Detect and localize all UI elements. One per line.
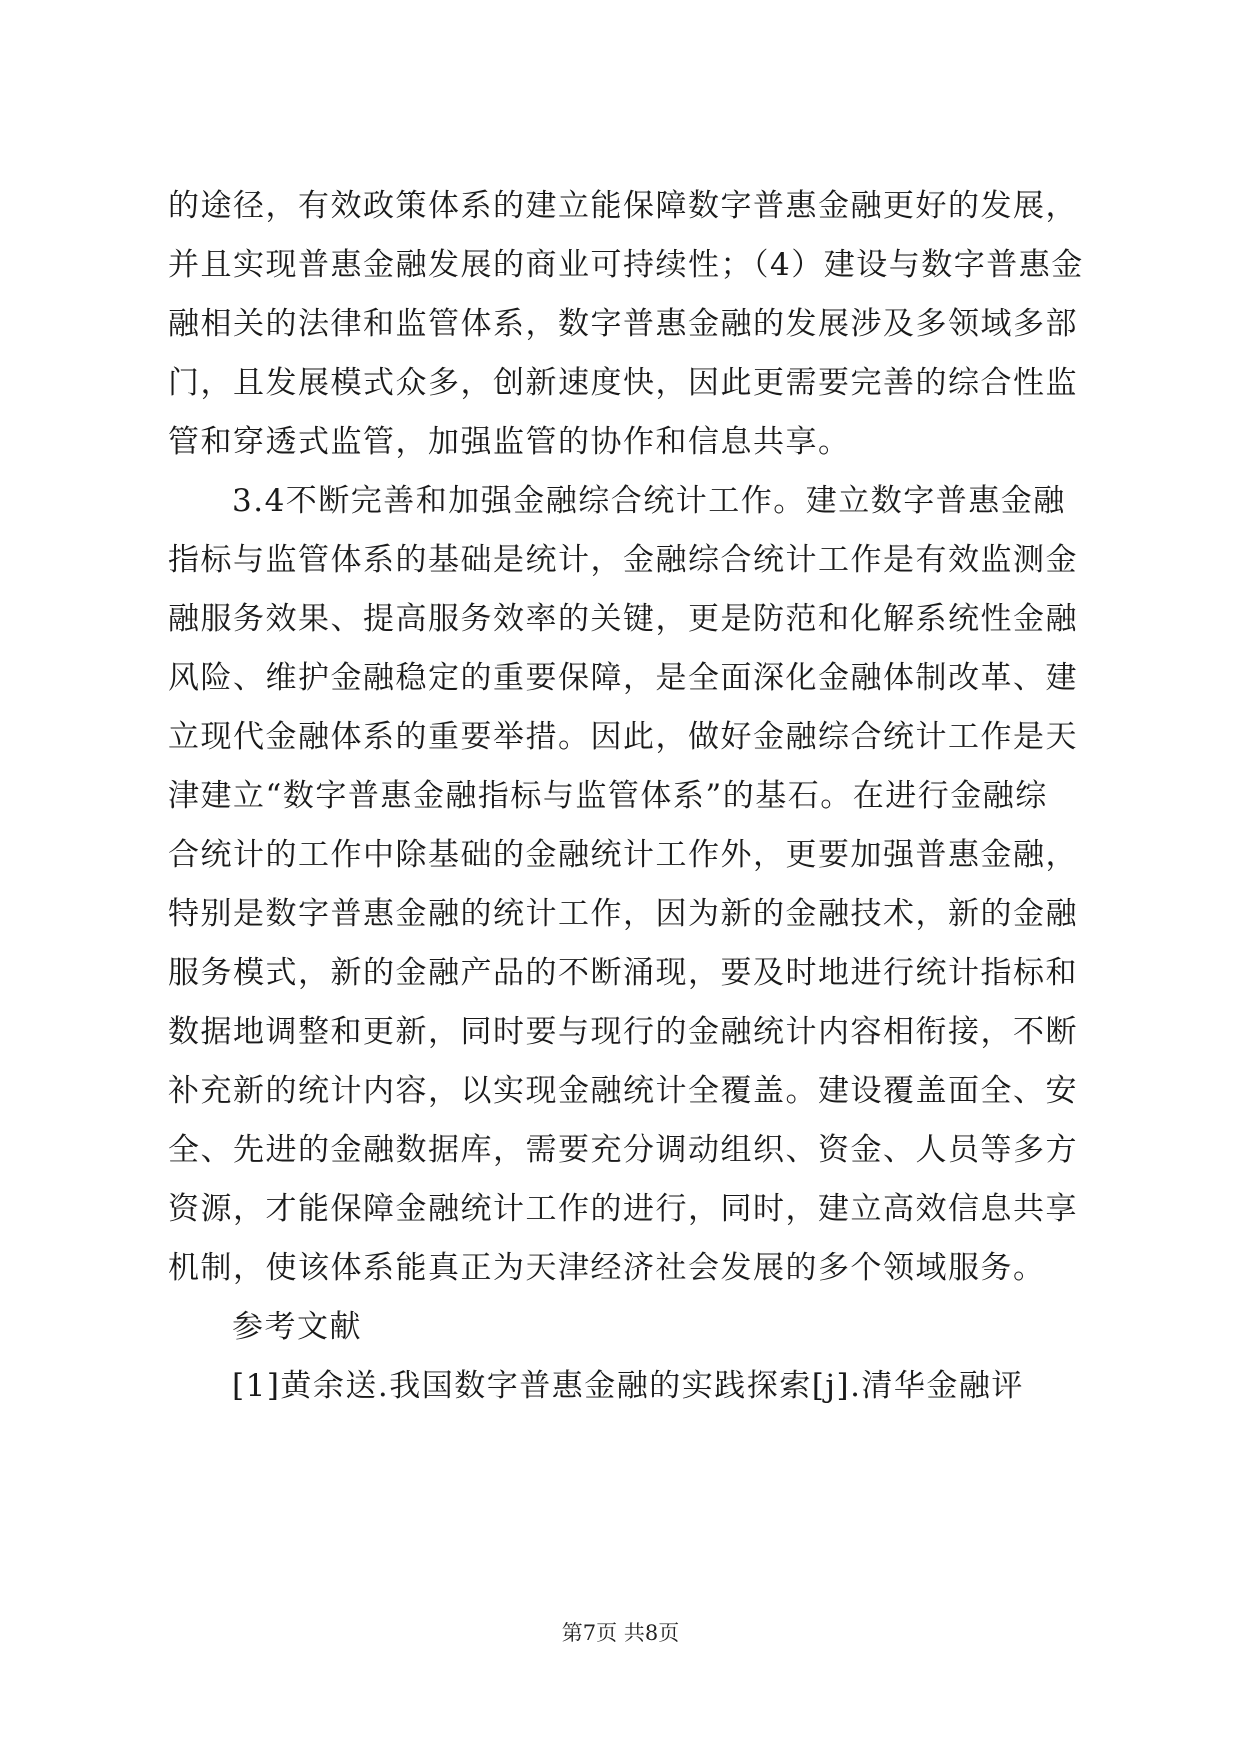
text-line: 机制，使该体系能真正为天津经济社会发展的多个领域服务。 [168,1250,1046,1286]
text-line: 门，且发展模式众多，创新速度快，因此更需要完善的综合性监 [168,365,1078,401]
text-line: 补充新的统计内容，以实现金融统计全覆盖。建设覆盖面全、安 [168,1073,1078,1109]
text-line: 合统计的工作中除基础的金融统计工作外，更要加强普惠金融， [168,837,1078,873]
text-line: 资源，才能保障金融统计工作的进行，同时，建立高效信息共享 [168,1191,1078,1227]
text-line: 融相关的法律和监管体系，数字普惠金融的发展涉及多领域多部 [168,306,1078,342]
text-line: 津建立“数字普惠金融指标与监管体系”的基石。在进行金融综 [168,778,1048,814]
text-line: 立现代金融体系的重要举措。因此，做好金融综合统计工作是天 [168,719,1078,755]
text-line: 数据地调整和更新，同时要与现行的金融统计内容相衔接，不断 [168,1014,1078,1050]
text-line: 指标与监管体系的基础是统计，金融综合统计工作是有效监测金 [168,542,1078,578]
text-line: 服务模式，新的金融产品的不断涌现，要及时地进行统计指标和 [168,955,1078,991]
text-line: 全、先进的金融数据库，需要充分调动组织、资金、人员等多方 [168,1132,1078,1168]
text-line: 特别是数字普惠金融的统计工作，因为新的金融技术，新的金融 [168,896,1078,932]
text-line: 管和穿透式监管，加强监管的协作和信息共享。 [168,424,851,460]
text-line: 风险、维护金融稳定的重要保障，是全面深化金融体制改革、建 [168,660,1078,696]
references-heading: 参考文献 [232,1309,362,1345]
reference-entry: [1]黄余送.我国数字普惠金融的实践探索[j].清华金融评 [232,1368,1024,1404]
text-line: 并且实现普惠金融发展的商业可持续性；（4）建设与数字普惠金 [168,247,1084,283]
text-line: 的途径，有效政策体系的建立能保障数字普惠金融更好的发展， [168,188,1078,224]
text-line: 融服务效果、提高服务效率的关键，更是防范和化解系统性金融 [168,601,1078,637]
section-heading-line: 3.4不断完善和加强金融综合统计工作。建立数字普惠金融 [232,483,1066,519]
page-footer: 第7页 共8页 [561,1621,680,1645]
